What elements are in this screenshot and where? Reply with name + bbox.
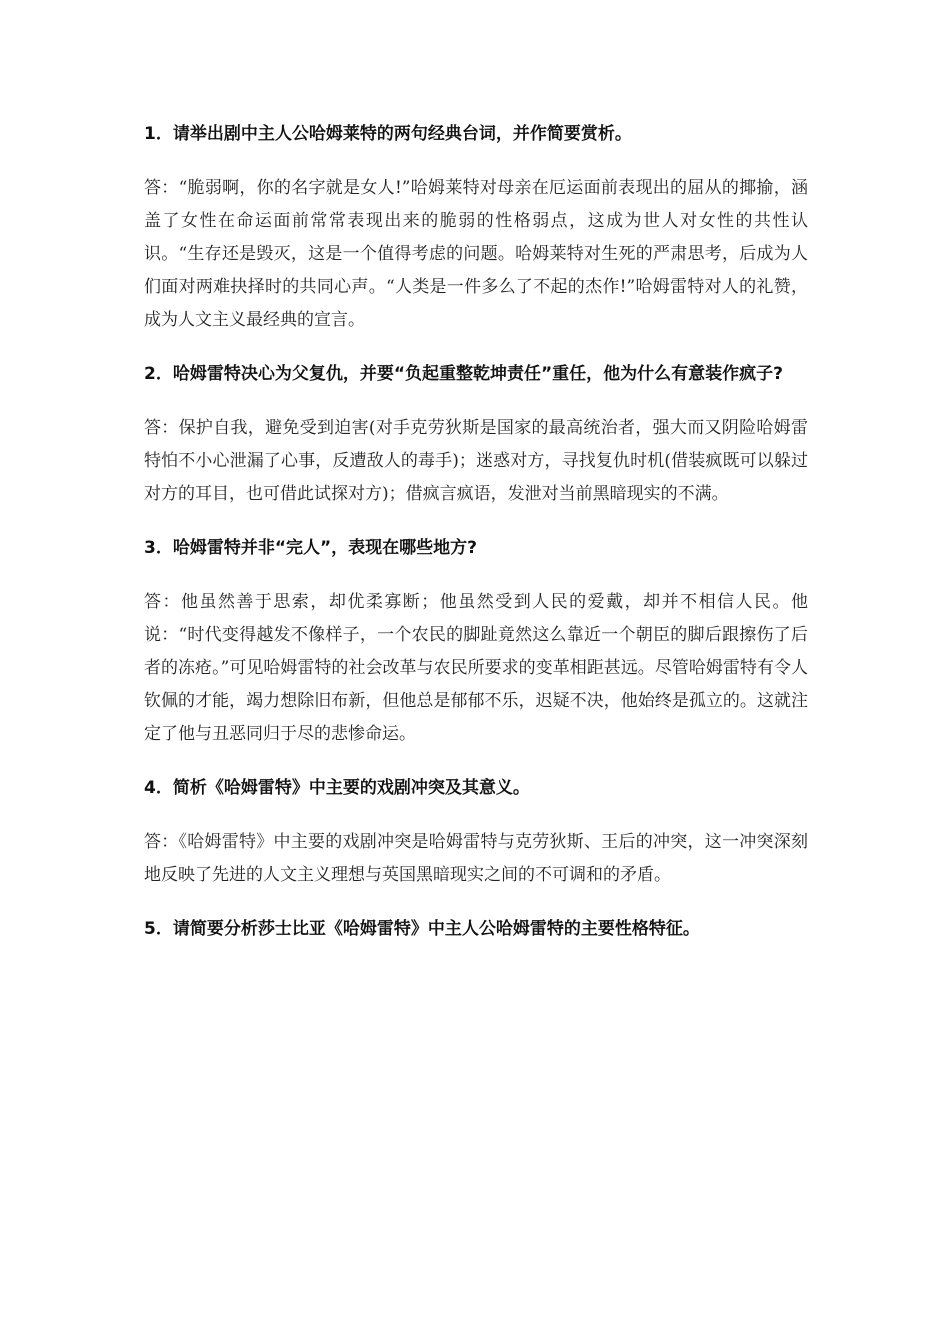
document-content [144, 118, 808, 967]
answer-1: 答：“脆弱啊，你的名字就是女人!”哈姆莱特对母亲在厄运面前表现出的屈从的揶揄，涵盖了女性在命运面前常常表现出来的脆弱的性格弱点，这成为世人对女性的共性认识。“生存还是毁灭，这是一个值得考虑的问题。哈姆莱特对生死的严肃思考，后成为人们面对两难抉择时的共同心声。“人类是一件多么了不起的杰作!”哈姆雷特对人的礼赞，成为人文主义最经典的宣言。 [144, 178, 808, 330]
question-2: 2．哈姆雷特决心为父复仇，并要“负起重整乾坤责任”重任，他为什么有意装作疯子? [144, 364, 784, 384]
answer-3: 答：他虽然善于思索，却优柔寡断；他虽然受到人民的爱戴，却并不相信人民。他说：“时代变得越发不像样子，一个农民的脚趾竟然这么靠近一个朝臣的脚后跟擦伤了后者的冻疮。”可见哈姆雷特的社会改革与农民所要求的变革相距甚远。尽管哈姆雷特有令人钦佩的才能，竭力想除旧布新，但他总是郁郁不乐，迟疑不决，他始终是孤立的。这就注定了他与丑恶同归于尽的悲惨命运。 [144, 592, 808, 744]
answer-4: 答：《哈姆雷特》中主要的戏剧冲突是哈姆雷特与克劳狄斯、王后的冲突，这一冲突深刻地反映了先进的人文主义理想与英国黑暗现实之间的不可调和的矛盾。 [144, 832, 808, 885]
question-1: 1．请举出剧中主人公哈姆莱特的两句经典台词，并作简要赏析。 [144, 124, 632, 144]
question-3: 3．哈姆雷特并非“完人”，表现在哪些地方? [144, 538, 478, 558]
question-5: 5．请简要分析莎士比亚《哈姆雷特》中主人公哈姆雷特的主要性格特征。 [144, 919, 700, 939]
question-4: 4．简析《哈姆雷特》中主要的戏剧冲突及其意义。 [144, 778, 530, 798]
answer-2: 答：保护自我，避免受到迫害(对手克劳狄斯是国家的最高统治者，强大而又阴险哈姆雷特怕不小心泄漏了心事，反遭敌人的毒手)；迷惑对方，寻找复仇时机(借装疯既可以躲过对方的耳目，也可借此试探对方)；借疯言疯语，发泄对当前黑暗现实的不满。 [144, 418, 808, 504]
